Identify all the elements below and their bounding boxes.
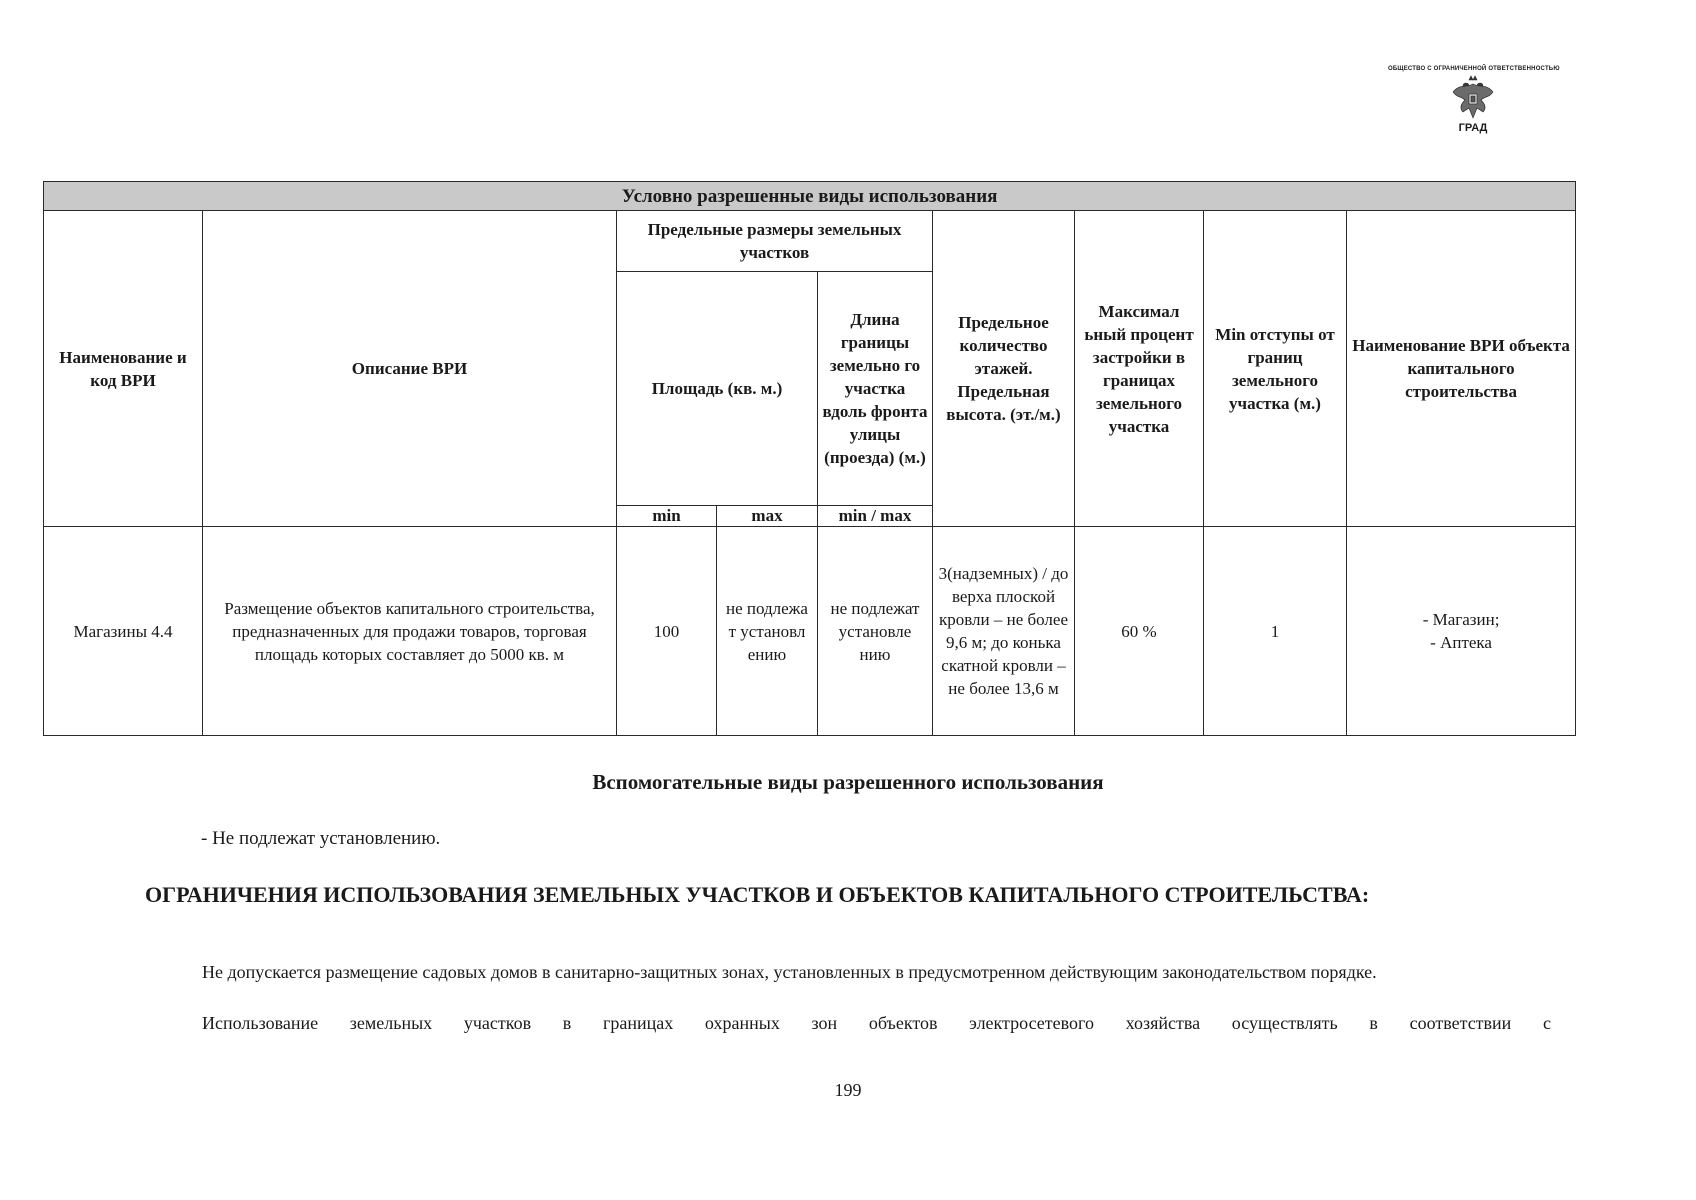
cell-objects bbox=[1347, 527, 1576, 736]
table-banner: Условно разрешенные виды использования bbox=[44, 182, 1576, 211]
restrictions-title: ОГРАНИЧЕНИЯ ИСПОЛЬЗОВАНИЯ ЗЕМЕЛЬНЫХ УЧАСТКОВ И ОБЪЕКТОВ КАПИТАЛЬНОГО СТРОИТЕЛЬСТВА: bbox=[145, 882, 1370, 907]
header-area-min: min bbox=[617, 506, 717, 527]
header-setback: Min отступы от границ земельного участка (м.) bbox=[1204, 211, 1347, 527]
header-plot-size-group: Предельные размеры земельных участков bbox=[617, 211, 933, 272]
header-area: Площадь (кв. м.) bbox=[617, 272, 818, 506]
cell-frontage: не подлежат установле нию bbox=[818, 527, 933, 736]
cell-name-code: Магазины 4.4 bbox=[44, 527, 203, 736]
header-frontage-min-max: min / max bbox=[818, 506, 933, 527]
permitted-use-table bbox=[43, 181, 1576, 736]
logo-org-line: ОБЩЕСТВО С ОГРАНИЧЕННОЙ ОТВЕТСТВЕННОСТЬЮ bbox=[1388, 66, 1560, 72]
auxiliary-title: Вспомогательные виды разрешенного использования bbox=[592, 770, 1104, 794]
header-object-name: Наименование ВРИ объекта капитального строительства bbox=[1347, 211, 1576, 527]
cell-area-max: не подлежа т установл ению bbox=[717, 527, 818, 736]
restrictions-paragraph: Использование земельных участков в границах охранных зон объектов электросетевого хозяйства осуществлять в соответствии с bbox=[202, 1013, 1551, 1033]
header-frontage: Длина границы земельно го участка вдоль фронта улицы (проезда) (м.) bbox=[818, 272, 933, 506]
auxiliary-text: - Не подлежат установлению. bbox=[201, 828, 441, 849]
header-description: Описание ВРИ bbox=[203, 211, 617, 527]
logo-company-name: ГРАД bbox=[1458, 122, 1488, 134]
double-headed-eagle-emblem-icon bbox=[1451, 74, 1495, 122]
cell-coverage: 60 % bbox=[1075, 527, 1204, 736]
header-coverage: Максимал ьный процент застройки в границах земельного участка bbox=[1075, 211, 1204, 527]
header-area-max: max bbox=[717, 506, 818, 527]
page-number: 199 bbox=[834, 1080, 862, 1100]
cell-area-min: 100 bbox=[617, 527, 717, 736]
table-row bbox=[44, 527, 1576, 736]
header-floors: Предельное количество этажей. Предельная высота. (эт./м.) bbox=[933, 211, 1075, 527]
cell-floors: 3(надземных) / до верха плоской кровли – не более 9,6 м; до конька скатной кровли – не более 13,6 м bbox=[933, 527, 1075, 736]
object-item: - Магазин; bbox=[1422, 610, 1500, 629]
company-logo bbox=[1388, 66, 1558, 134]
object-item: - Аптека bbox=[1430, 633, 1492, 652]
restrictions-paragraph: Не допускается размещение садовых домов в санитарно-защитных зонах, установленных в предусмотренном действующим законодательством порядке. bbox=[202, 962, 1377, 982]
header-name-code: Наименование и код ВРИ bbox=[44, 211, 203, 527]
cell-description: Размещение объектов капитального строительства, предназначенных для продажи товаров, торговая площадь которых составляет до 5000 кв. м bbox=[203, 527, 617, 736]
cell-setback: 1 bbox=[1204, 527, 1347, 736]
